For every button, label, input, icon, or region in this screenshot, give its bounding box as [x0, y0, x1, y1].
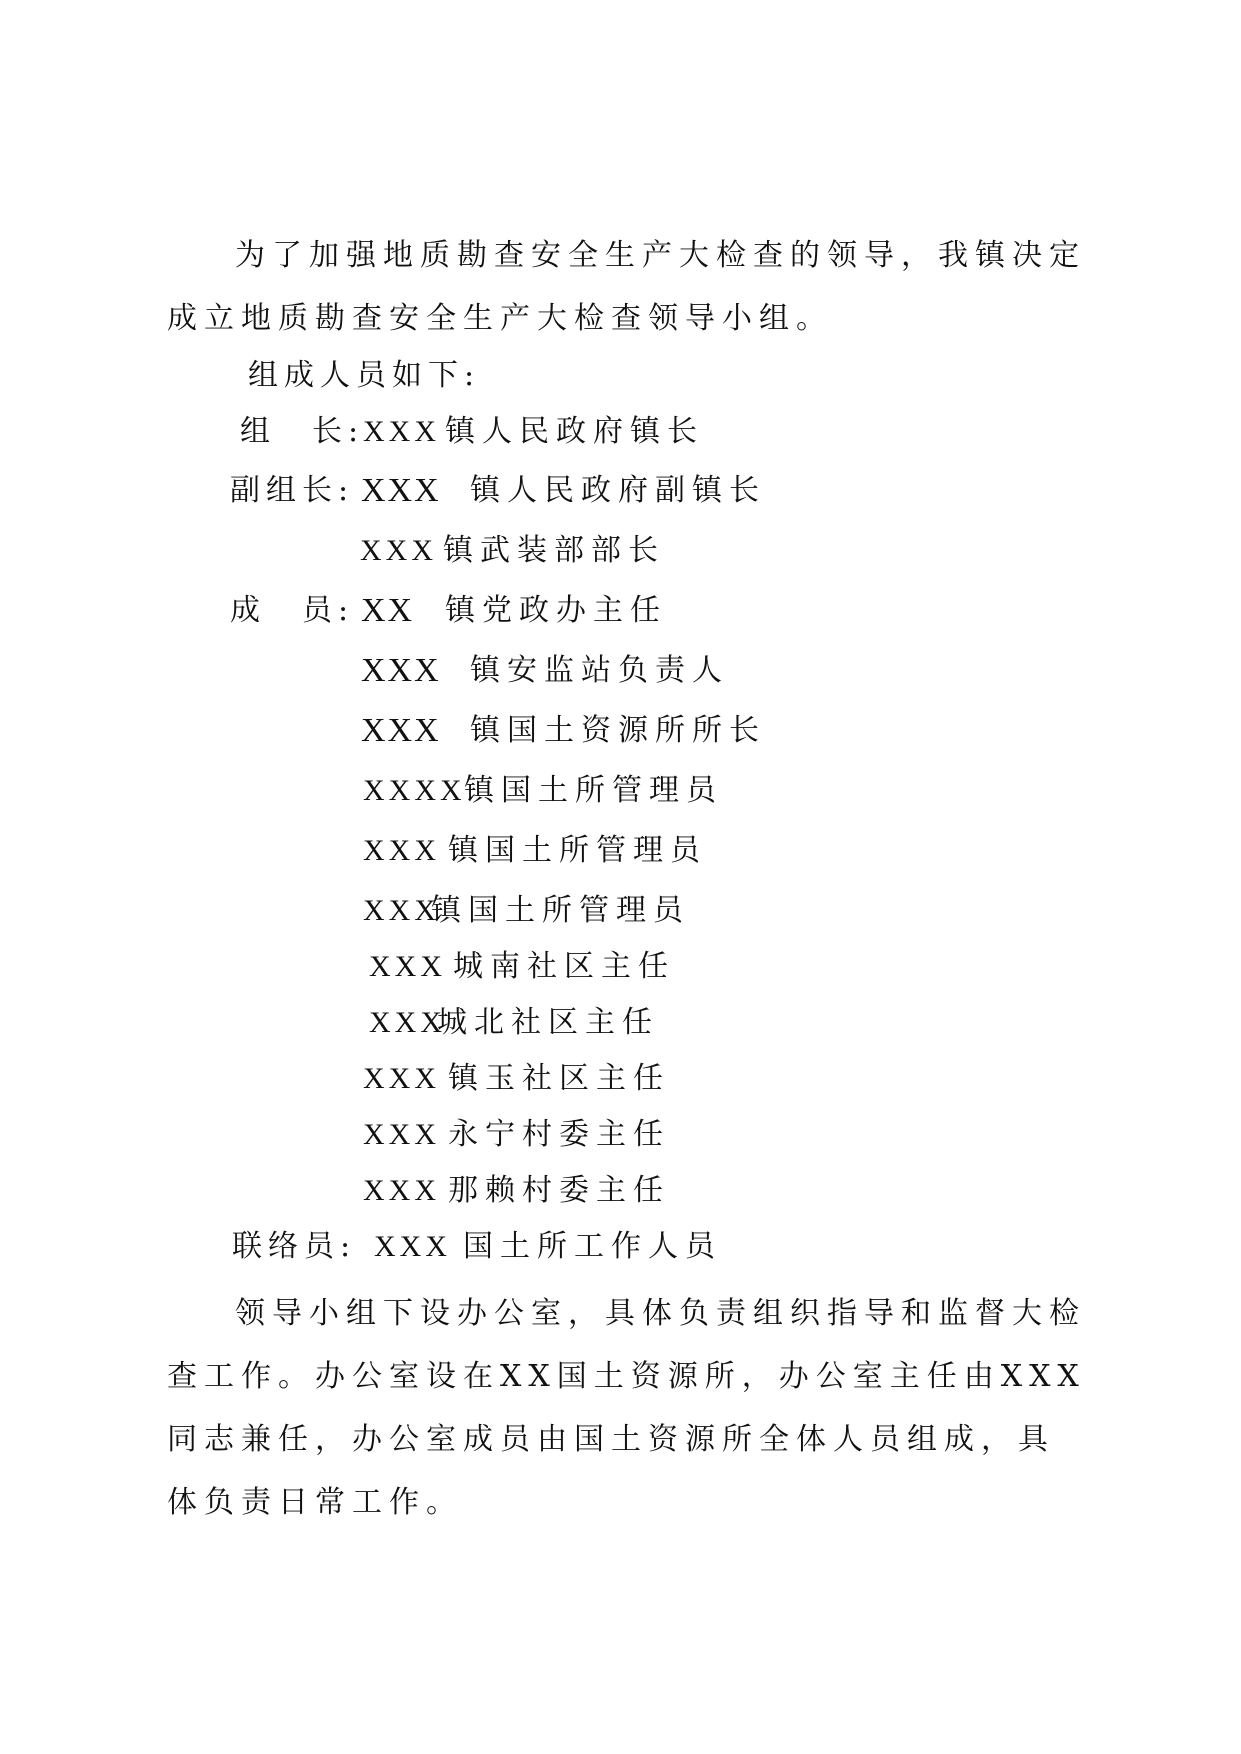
roster-title: 镇国土所管理员: [464, 773, 723, 808]
roster-role: 副组长:: [230, 473, 355, 508]
roster-row-member-9: [0, 1049, 1241, 1109]
roster-name: XXX: [363, 834, 440, 867]
roster-row-deputy-1: [0, 461, 1241, 521]
intro-paragraph: 为了加强地质勘查安全生产大检查的领导，我镇决定成立地质勘查安全生产大检查领导小组。: [167, 238, 1086, 336]
roster-name: XXX: [361, 652, 441, 689]
roster-title: 镇国土所管理员: [448, 833, 707, 868]
roster-name: XXX: [369, 1006, 446, 1039]
roster-name: XXX: [363, 415, 440, 448]
roster-title: 城北社区主任: [437, 1005, 659, 1040]
roster-row-liaison: [0, 1217, 1241, 1277]
roster-title: 镇国土资源所所长: [470, 713, 766, 748]
roster-title: 镇武装部部长: [443, 533, 665, 568]
roster-name: XXX: [361, 712, 441, 749]
roster-name: XXX: [363, 1174, 440, 1207]
roster-row-member-1: [0, 581, 1241, 641]
roster-title: 永宁村委主任: [448, 1117, 670, 1152]
roster-name: XXX: [363, 1118, 440, 1151]
roster-name: XXX: [361, 472, 441, 509]
members-heading: 组成人员如下:: [248, 358, 481, 393]
roster-row-member-3: [0, 701, 1241, 761]
roster-title: 镇党政办主任: [445, 593, 667, 628]
roster-name: XXX: [363, 1062, 440, 1095]
roster-row-member-2: [0, 641, 1241, 701]
roster-row-member-8: [0, 993, 1241, 1053]
roster-row-leader: [0, 402, 1241, 462]
roster-row-member-6: [0, 881, 1241, 941]
roster-role: 联络员:: [232, 1229, 357, 1264]
roster-title: 镇玉社区主任: [448, 1061, 670, 1096]
roster-name: XXXX: [363, 774, 466, 807]
roster-title: 国土所工作人员: [463, 1229, 722, 1264]
roster-row-member-10: [0, 1105, 1241, 1165]
roster-title: 镇安监站负责人: [470, 653, 729, 688]
roster-title: 镇人民政府副镇长: [470, 473, 766, 508]
roster-row-deputy-2: [0, 521, 1241, 581]
roster-title: 那赖村委主任: [448, 1173, 670, 1208]
roster-role: 成 员:: [230, 593, 355, 628]
roster-name: XXX: [363, 894, 440, 927]
roster-name: XXX: [369, 950, 446, 983]
roster-title: 镇国土所管理员: [431, 893, 690, 928]
roster-title: 城南社区主任: [453, 949, 675, 984]
roster-name: XXX: [374, 1230, 451, 1263]
roster-role: 组 长:: [240, 414, 365, 449]
roster-name: XXX: [360, 534, 437, 567]
roster-row-member-4: [0, 761, 1241, 821]
office-paragraph: 领导小组下设办公室，具体负责组织指导和监督大检查工作。办公室设在XX国土资源所，办公室主任由XXX同志兼任，办公室成员由国土资源所全体人员组成，具体负责日常工作。: [167, 1296, 1086, 1520]
roster-row-member-7: [0, 937, 1241, 997]
roster-name: XX: [361, 592, 415, 629]
roster-row-member-11: [0, 1161, 1241, 1221]
roster-title: 镇人民政府镇长: [445, 414, 704, 449]
roster-row-member-5: [0, 821, 1241, 881]
